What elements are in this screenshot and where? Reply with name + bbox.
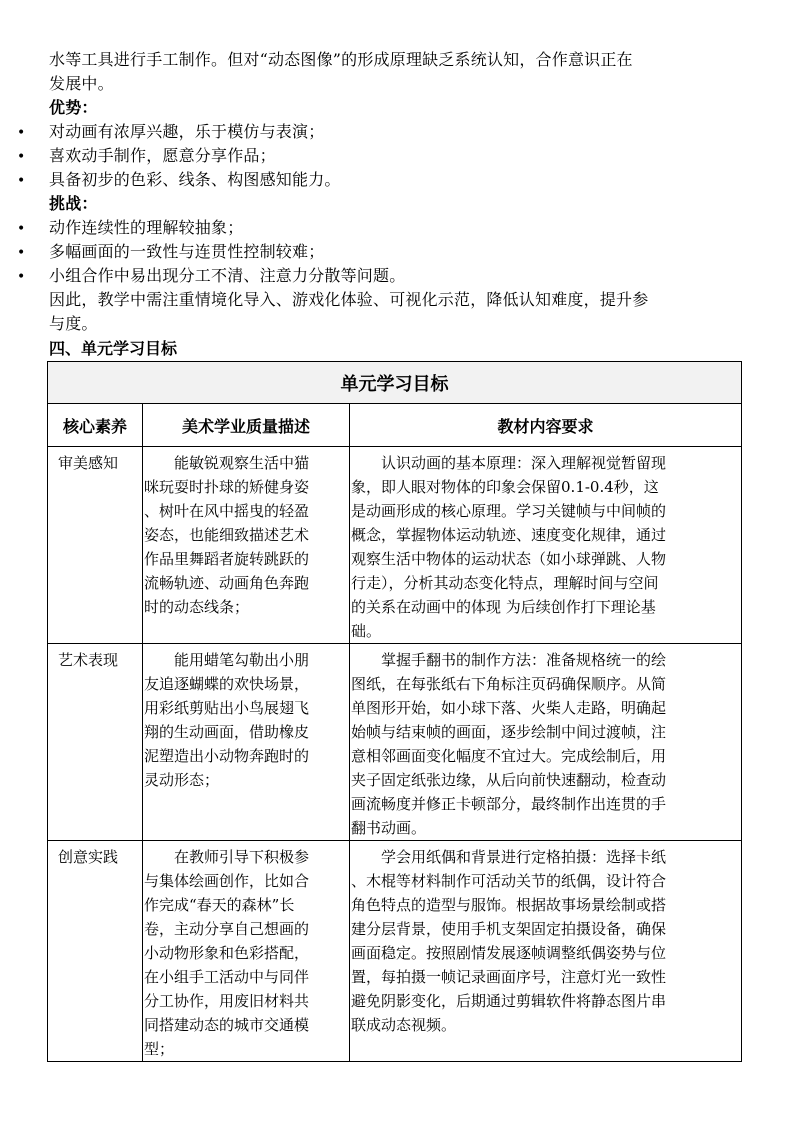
quality-line: 小动物形象和色彩搭配， xyxy=(144,944,310,962)
bullet-icon: • xyxy=(17,245,26,261)
literacy-cell xyxy=(48,644,143,841)
challenge-item: 小组合作中易出现分工不清、注意力分散等问题。 xyxy=(49,266,406,285)
bullet-icon: • xyxy=(17,221,26,237)
quality-line: 用彩纸剪贴出小鸟展翅飞 xyxy=(144,699,310,717)
quality-line: 灵动形态； xyxy=(144,771,220,789)
table-title: 单元学习目标 xyxy=(48,362,742,404)
table-row xyxy=(48,447,742,644)
conclusion-line: 因此，教学中需注重情境化导入、游戏化体验、可视化示范，降低认知难度，提升参 xyxy=(49,290,649,309)
conclusion-line: 与度。 xyxy=(49,314,98,333)
intro-line: 水等工具进行手工制作。但对“动态图像”的形成原理缺乏系统认知，合作意识正在 xyxy=(49,50,633,69)
content-line: 始帧与结束帧的画面，逐步绘制中间过渡帧，注 xyxy=(351,723,667,741)
content-cell xyxy=(350,841,742,1062)
bullet-icon: • xyxy=(17,269,26,285)
content-line: 观察生活中物体的运动状态（如小球弹跳、人物 xyxy=(351,550,667,568)
content-line: 、木棍等材料制作可活动关节的纸偶，设计符合 xyxy=(351,872,667,890)
table-header-row xyxy=(48,404,742,447)
content-line: 置，每拍摄一帧记录画面序号，注意灯光一致性 xyxy=(351,968,667,986)
quality-line: 卷，主动分享自己想画的 xyxy=(144,920,310,938)
literacy-label: 创意实践 xyxy=(58,848,119,866)
content-line: 掌握手翻书的制作方法：准备规格统一的绘 xyxy=(381,651,667,669)
quality-line: 翔的生动画面，借助橡皮 xyxy=(144,723,310,741)
content-line: 避免阴影变化，后期通过剪辑软件将静态图片串 xyxy=(351,992,667,1010)
table-row xyxy=(48,841,742,1062)
literacy-label: 艺术表现 xyxy=(58,651,119,669)
quality-line: 在小组手工活动中与同伴 xyxy=(144,968,310,986)
header-quality: 美术学业质量描述 xyxy=(143,404,350,447)
header-literacy: 核心素养 xyxy=(48,404,143,447)
strength-item: 对动画有浓厚兴趣，乐于模仿与表演； xyxy=(49,122,325,141)
content-line: 象，即人眼对物体的印象会保留0.1-0.4秒，这 xyxy=(351,478,659,496)
quality-line: 作品里舞蹈者旋转跳跃的 xyxy=(144,550,310,568)
table-title-row xyxy=(48,362,742,404)
content-line: 学会用纸偶和背景进行定格拍摄：选择卡纸 xyxy=(381,848,667,866)
quality-cell xyxy=(143,841,350,1062)
quality-cell xyxy=(143,644,350,841)
content-line: 是动画形成的核心原理。学习关键帧与中间帧的 xyxy=(351,502,667,520)
quality-line: 型； xyxy=(144,1040,175,1058)
learning-goals-table xyxy=(47,361,742,1062)
quality-line: 咪玩耍时扑球的矫健身姿 xyxy=(144,478,310,496)
quality-line: 友追逐蝴蝶的欢快场景， xyxy=(144,675,310,693)
challenge-item: 动作连续性的理解较抽象； xyxy=(49,218,244,237)
content-line: 概念，掌握物体运动轨迹、速度变化规律，通过 xyxy=(351,526,667,544)
quality-line: 分工协作，用废旧材料共 xyxy=(144,992,310,1010)
content-line: 画面稳定。按照剧情发展逐帧调整纸偶姿势与位 xyxy=(351,944,667,962)
quality-cell xyxy=(143,447,350,644)
quality-line: 作完成“春天的森林”长 xyxy=(144,896,295,914)
content-line: 夹子固定纸张边缘，从后向前快速翻动，检查动 xyxy=(351,771,667,789)
content-line: 角色特点的造型与服饰。根据故事场景绘制或搭 xyxy=(351,896,667,914)
strength-item: 喜欢动手制作，愿意分享作品； xyxy=(49,146,276,165)
content-cell xyxy=(350,447,742,644)
bullet-icon: • xyxy=(17,125,26,141)
bullet-icon: • xyxy=(17,149,26,165)
quality-line: 能用蜡笔勾勒出小朋 xyxy=(174,651,310,669)
quality-line: 同搭建动态的城市交通模 xyxy=(144,1016,310,1034)
challenge-item: 多幅画面的一致性与连贯性控制较难； xyxy=(49,242,325,261)
literacy-label: 审美感知 xyxy=(58,454,119,472)
strengths-heading: 优势： xyxy=(49,98,98,117)
content-line: 认识动画的基本原理：深入理解视觉暂留现 xyxy=(381,454,667,472)
challenges-heading: 挑战： xyxy=(49,194,98,213)
content-line: 建分层背景，使用手机支架固定拍摄设备，确保 xyxy=(351,920,667,938)
quality-line: 在教师引导下积极参 xyxy=(174,848,310,866)
content-line: 单图形开始，如小球下落、火柴人走路，明确起 xyxy=(351,699,667,717)
bullet-icon: • xyxy=(17,173,26,189)
header-content: 教材内容要求 xyxy=(350,404,742,447)
content-line: 的关系在动画中的体现 为后续创作打下理论基 xyxy=(351,598,656,616)
quality-line: 时的动态线条； xyxy=(144,598,250,616)
quality-line: 流畅轨迹、动画角色奔跑 xyxy=(144,574,310,592)
intro-line: 发展中。 xyxy=(49,74,114,93)
quality-line: 姿态，也能细致描述艺术 xyxy=(144,526,310,544)
literacy-cell xyxy=(48,447,143,644)
table-row xyxy=(48,644,742,841)
quality-line: 、树叶在风中摇曳的轻盈 xyxy=(144,502,310,520)
content-line: 行走），分析其动态变化特点，理解时间与空间 xyxy=(351,574,659,592)
content-line: 意相邻画面变化幅度不宜过大。完成绘制后，用 xyxy=(351,747,667,765)
quality-line: 能敏锐观察生活中猫 xyxy=(174,454,310,472)
quality-line: 泥塑造出小动物奔跑时的 xyxy=(144,747,310,765)
section-title: 四、单元学习目标 xyxy=(49,339,178,358)
literacy-cell xyxy=(48,841,143,1062)
content-line: 画流畅度并修正卡顿部分，最终制作出连贯的手 xyxy=(351,795,667,813)
content-cell xyxy=(350,644,742,841)
strength-item: 具备初步的色彩、线条、构图感知能力。 xyxy=(49,170,341,189)
quality-line: 与集体绘画创作，比如合 xyxy=(144,872,310,890)
content-line: 翻书动画。 xyxy=(351,819,427,837)
content-line: 联成动态视频。 xyxy=(351,1016,457,1034)
content-line: 图纸，在每张纸右下角标注页码确保顺序。从简 xyxy=(351,675,667,693)
content-line: 础。 xyxy=(351,622,382,640)
